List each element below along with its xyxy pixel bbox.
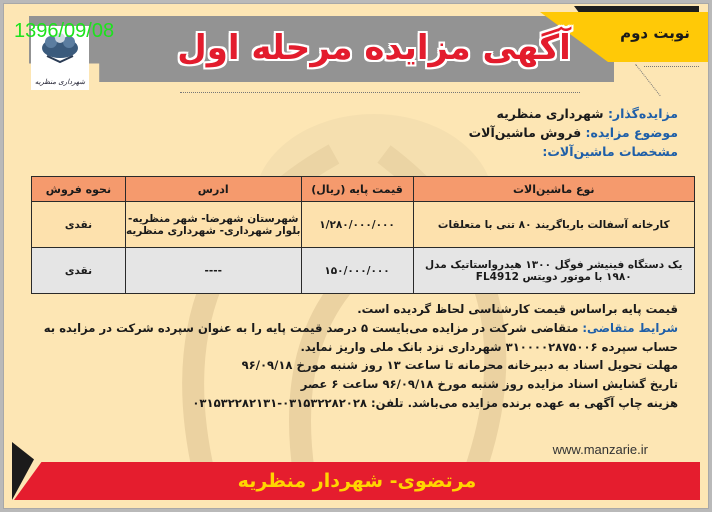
table-row [32,202,695,248]
footer-signature: مرتضوی- شهردار منظریه [237,470,477,492]
cell-price: ۱۵۰/۰۰۰/۰۰۰ [301,248,413,294]
cell-address: شهرستان شهرضا- شهر منظریه-بلوار شهرداری- شهرداری منظریه [125,202,301,248]
col-price: قیمت پایه (ریال) [301,177,413,202]
info-value: شهرداری منظریه [496,106,608,121]
auction-info [469,104,678,161]
info-key: مشخصات ماشین‌آلات: [542,144,678,159]
col-payment: نحوه فروش [32,177,126,202]
logo-label: شهرداری منظریه [34,78,86,86]
cell-payment: نقدی [32,202,126,248]
cell-machine: کارخانه آسفالت بارباگریند ۸۰ تنی با متعلقات [413,202,695,248]
cell-price: ۱/۲۸۰/۰۰۰/۰۰۰ [301,202,413,248]
conditions-text: متقاضی شرکت در مزایده می‌بایست ۵ درصد قیمت پایه را به عنوان سپرده شرکت در مزایده به حساب سپرده ۳۱۰۰۰۰۲۸۷۵۰۰۶ شهرداری نزد بانک ملی واریز نماید. [43,320,678,354]
table-row [32,248,695,294]
col-address: ادرس [125,177,301,202]
info-key: موضوع مزایده: [585,125,678,140]
cell-payment: نقدی [32,248,126,294]
date-stamp: 1396/09/08 [14,20,115,42]
page-title: آگهی مزایده مرحله اول [177,28,571,68]
cell-machine: یک دستگاه فینیشر فوگل ۱۳۰۰ هیدرواستاتیک مدل ۱۹۸۰ با موتور دویتس FL4912 [413,248,695,294]
info-subject [469,123,678,142]
round-label: نوبت دوم [620,24,690,42]
auction-notice [3,3,709,509]
opening-date: تاریخ گشایش اسناد مزایده روز شنبه مورخ ۹۶/۰۹/۱۸ ساعت ۶ عصر [300,377,678,392]
conditions-key: شرایط متقاضی: [582,320,678,335]
applicant-conditions [8,319,678,357]
info-key: مزایده‌گذار: [607,106,678,121]
machinery-table [31,176,695,294]
cell-address: ---- [125,248,301,294]
website-link[interactable]: www.manzarie.ir [552,442,648,457]
submission-deadline: مهلت تحویل اسناد به دبیرخانه محرمانه تا ساعت ۱۳ روز شنبه مورخ ۹۶/۰۹/۱۸ [241,358,678,373]
divider [644,66,699,67]
notice-body [8,300,678,413]
info-value: فروش ماشین‌آلات [468,125,586,140]
col-machine: نوع ماشین‌الات [413,177,695,202]
base-price-note: قیمت پایه براساس قیمت کارشناسی لحاظ گردیده است. [357,302,678,316]
table-header-row [32,177,695,202]
info-specs [469,142,678,161]
divider-diagonal [634,64,660,97]
info-organizer [469,104,678,123]
cost-and-phone: هزینه چاپ آگهی به عهده برنده مزایده می‌باشد. تلفن: ۰۳۱۵۳۲۲۸۲۰۲۸-۰۳۱۵۳۲۲۸۲۱۳۱ [192,395,678,410]
divider [180,92,580,93]
